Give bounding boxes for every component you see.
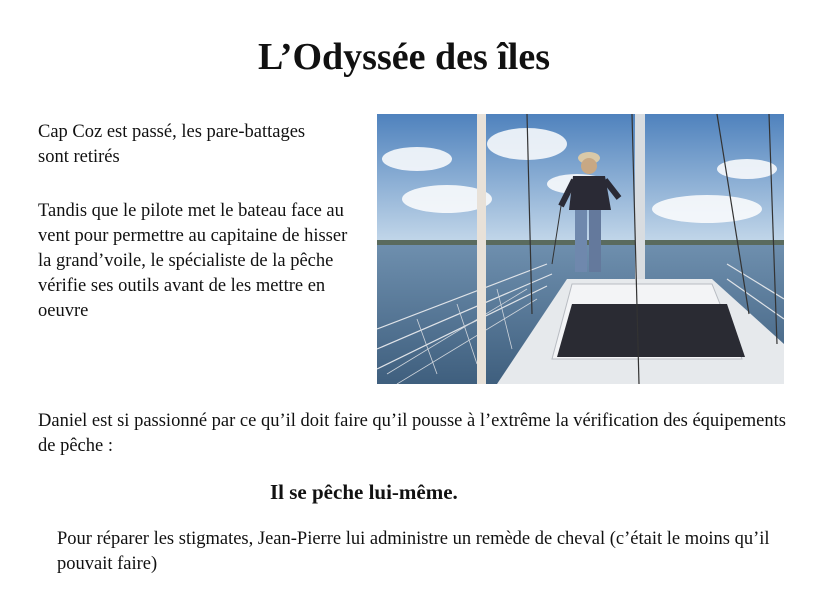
cabin-window (557, 304, 745, 357)
paragraph-jean-pierre: Pour réparer les stigmates, Jean-Pierre lui administre un remède de cheval (c’était le moins qu’il pouvait faire) (57, 529, 770, 574)
page-title: L’Odyssée des îles (257, 36, 551, 78)
halyard-rope (477, 114, 486, 384)
sailboat-photo (377, 114, 784, 384)
paragraph-pilote: Tandis que le pilote met le bateau face au vent pour permettre au capitaine de hisser la grand’voile, le spécialiste de la pêche vérifie ses outils avant de les mettre en oeuvre (38, 201, 348, 321)
paragraph-cap-coz: Cap Coz est passé, les pare-battages sont retirés (38, 122, 306, 167)
emphasis-line: Il se pêche lui-même. (270, 480, 458, 504)
paragraph-daniel: Daniel est si passionné par ce qu’il doit faire qu’il pousse à l’extrême la vérification des équipements de pêche : (38, 411, 786, 456)
mast (635, 114, 645, 279)
